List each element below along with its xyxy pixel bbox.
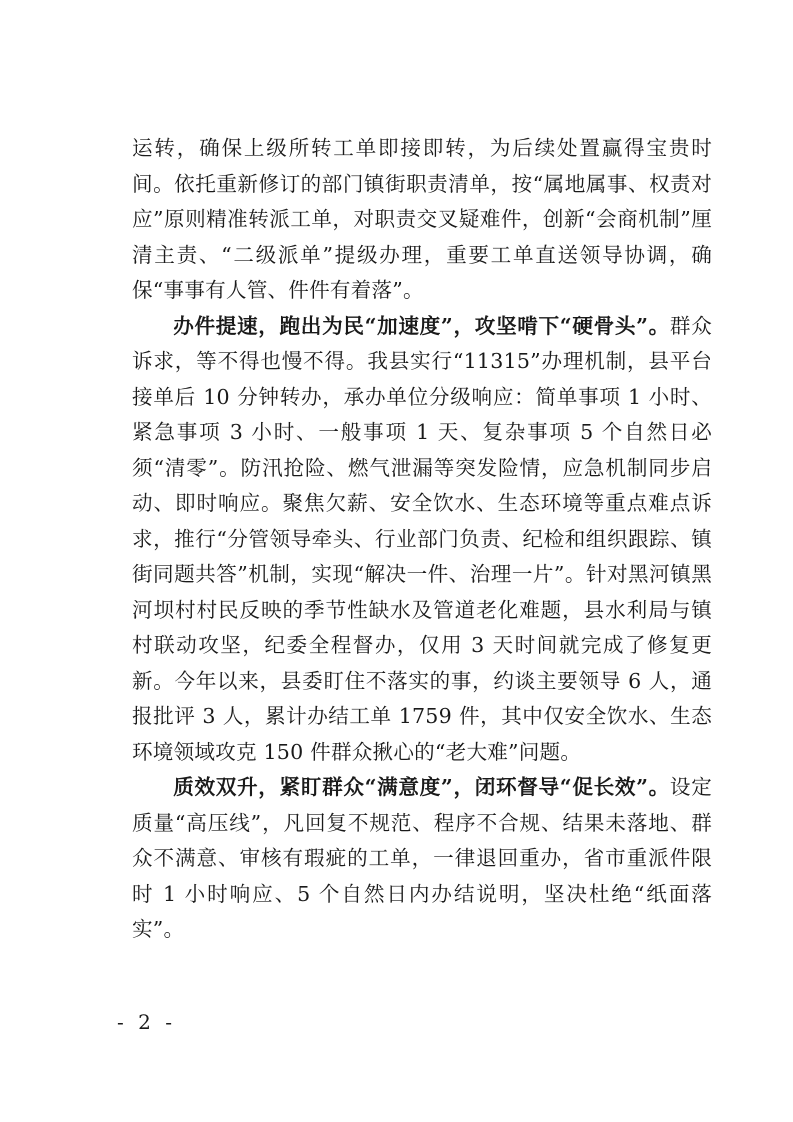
paragraph-continuation: [132, 131, 712, 309]
page-number: - 2 -: [117, 1010, 176, 1034]
paragraph-text: 运转，确保上级所转工单即接即转，为后续处置赢得宝贵时间。依托重新修订的部门镇街职责清单，按“属地属事、权责对应”原则精准转派工单，对职责交叉疑难件，创新“会商机制”厘清主责、“二级派单”提级办理，重要工单直送领导协调，确保“事事有人管、件件有着落”。: [132, 136, 712, 302]
paragraph-text: 群众诉求，等不得也慢不得。我县实行“11315”办理机制，县平台接单后 10 分钟转办，承办单位分级响应：简单事项 1 小时、紧急事项 3 小时、一般事项 1 天、复杂事项 5 个自然日必须“清零”。防汛抢险、燃气泄漏等突发险情，应急机制同步启动、即时响应。聚焦欠薪、安全饮水、生态环境等重点难点诉求，推行“分管领导牵头、行业部门负责、纪检和组织跟踪、镇街同题共答”机制，实现“解决一件、治理一片”。针对黑河镇黑河坝村村民反映的季节性缺水及管道老化难题，县水利局与镇村联动攻坚，纪委全程督办，仅用 3 天时间就完成了修复更新。今年以来，县委盯住不落实的事，约谈主要领导 6 人，通报批评 3 人，累计办结工单 1759 件，其中仅安全饮水、生态环境领域攻克 150 件群众揪心的“老大难”问题。: [132, 313, 712, 764]
paragraph-lead: 办件提速，跑出为民“加速度”，攻坚啃下“硬骨头”。: [173, 313, 670, 338]
paragraph-lead: 质效双升，紧盯群众“满意度”，闭环督导“促长效”。: [173, 775, 670, 799]
paragraph-text: 设定质量“高压线”，凡回复不规范、程序不合规、结果未落地、群众不满意、审核有瑕疵的工单，一律退回重办，省市重派件限时 1 小时响应、5 个自然日内办结说明，坚决杜绝“纸面落实”。: [132, 775, 712, 941]
paragraph-quality: [132, 770, 712, 948]
paragraph-speed: [132, 309, 712, 771]
document-body: [132, 131, 712, 948]
